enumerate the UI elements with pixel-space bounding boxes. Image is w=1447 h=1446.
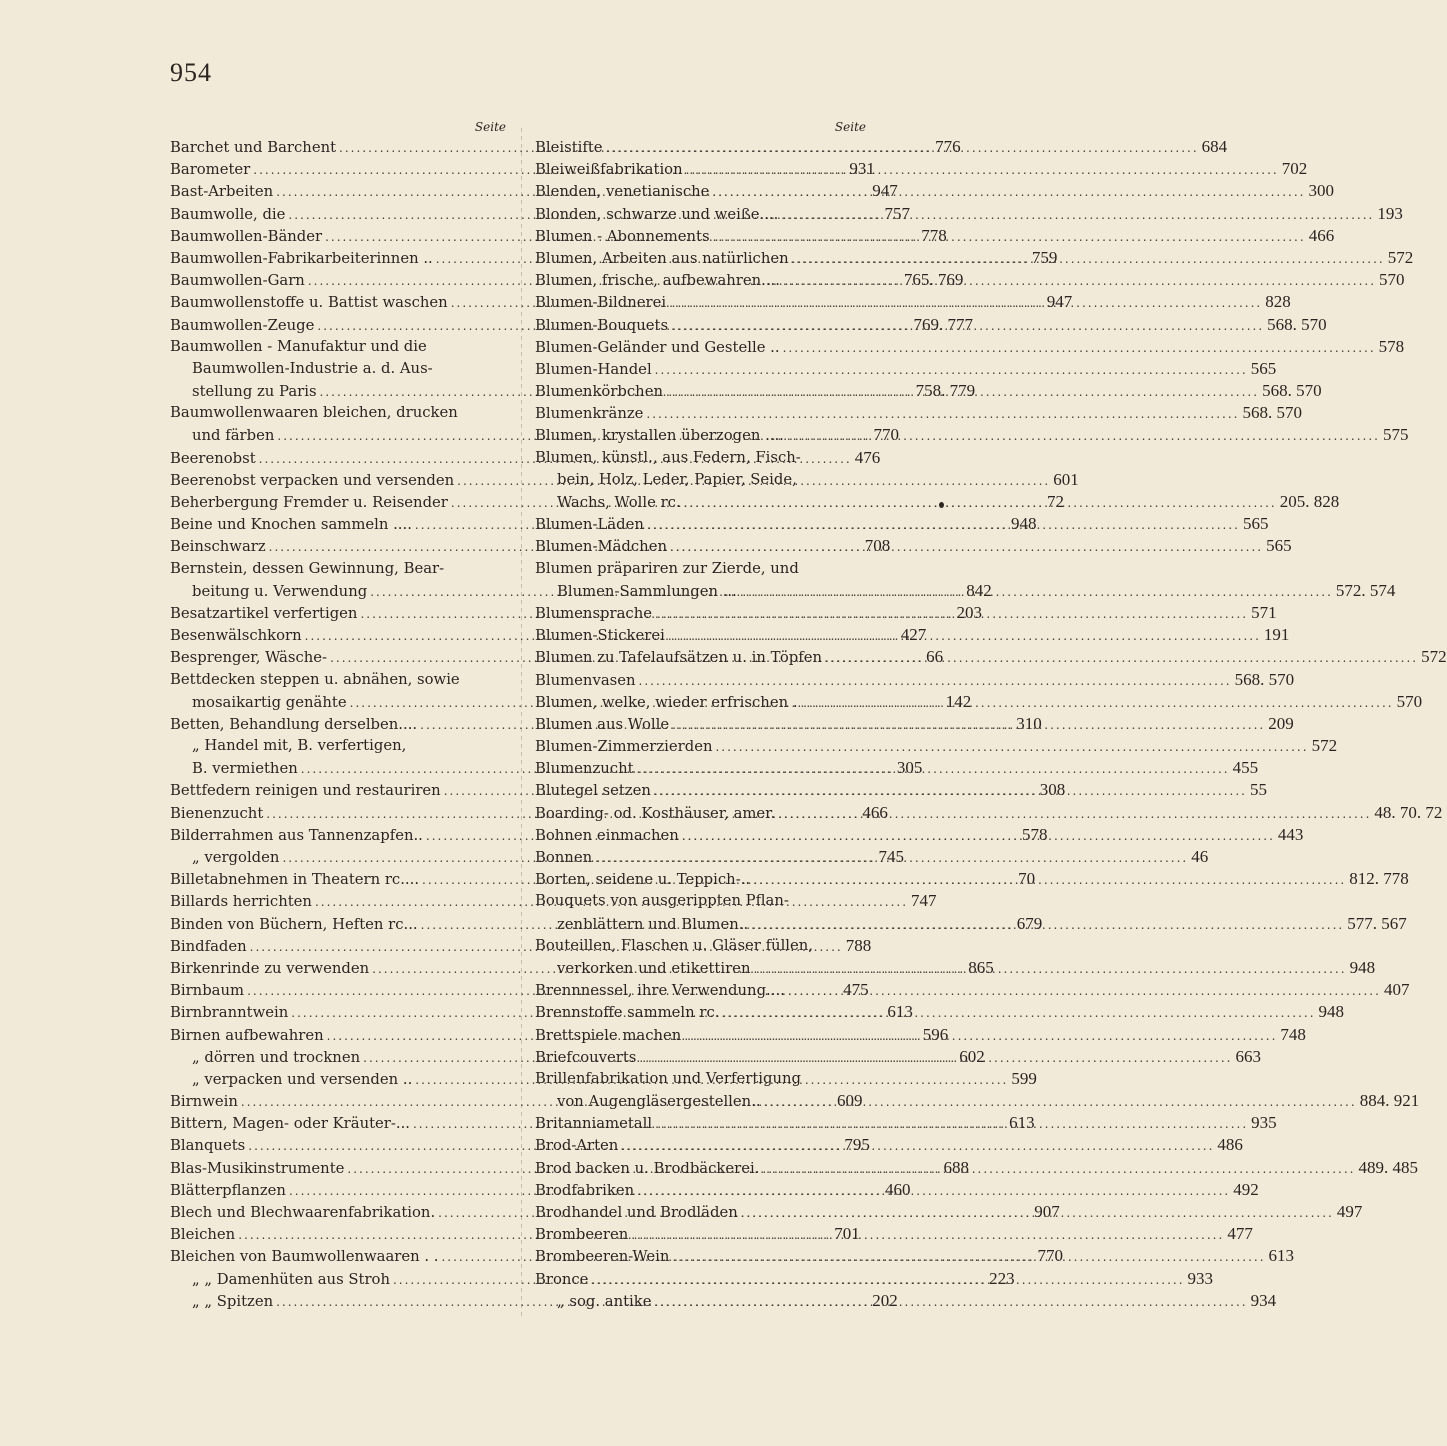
entry-term: Bilderrahmen aus Tannenzapfen.. [170, 826, 423, 844]
entry-term: Wachs, Wolle rc. [557, 494, 681, 511]
entry-page-number: 572 [1421, 647, 1447, 667]
index-entry [170, 669, 506, 691]
entry-term: Bohnen einmachen [535, 826, 679, 844]
entry-term: verkorken und etikettiren [557, 959, 751, 977]
entry-page-number: 443 [1277, 824, 1304, 844]
dot-leader [671, 315, 1264, 337]
entry-page-number: 497 [1336, 1202, 1363, 1221]
entry-page-number: 476 [854, 447, 881, 467]
entry-term: Blech und Blechwaarenfabrikation. [170, 1204, 436, 1221]
entry-term: Blumen zu Tafelaufsätzen u. in Töpfen [535, 649, 823, 667]
entry-term: bein, Holz, Leder, Papier, Seide, [557, 470, 797, 488]
entry-term: Blumen-Bildnerei [535, 294, 667, 312]
entry-page-number: 46 [1191, 847, 1209, 866]
index-entry [535, 469, 868, 491]
entry-page-number: 758. 779 [915, 381, 976, 401]
entry-page-number: 203 [956, 602, 983, 622]
entry-term: Baumwollen-Bänder [170, 227, 323, 245]
entry-term: Baumwollen-Garn [170, 272, 305, 290]
entry-page-number: 933 [1187, 1268, 1214, 1288]
dot-leader [762, 1158, 1355, 1180]
entry-term: Bleiweißfabrikation [535, 161, 683, 179]
dot-leader [783, 270, 1376, 292]
entry-term: Barchet und Barchent [170, 139, 337, 156]
dot-leader [606, 137, 1199, 159]
index-entry [535, 1068, 868, 1090]
entry-page-number: 865 [968, 957, 994, 977]
entry-page-number: 765. 769 [903, 270, 964, 290]
entry-term: Blätterpflanzen [170, 1181, 286, 1199]
entry-term: Baumwollen-Fabrikarbeiterinnen .. [170, 249, 433, 267]
left-column-header: Seite [474, 120, 506, 134]
entry-page-number: 577. 567 [1347, 913, 1407, 933]
entry-page-number: 575 [1382, 425, 1409, 445]
entry-term: Blumen-Handel [535, 360, 652, 378]
entry-term: Bindfaden [170, 937, 247, 955]
entry-page-number: 578 [1378, 336, 1405, 356]
entry-term: Baumwolle, die [170, 205, 286, 223]
entry-page-number: 788 [845, 935, 872, 955]
entry-page-number: 568. 570 [1267, 314, 1327, 334]
dot-leader [713, 226, 1306, 248]
index-entry [535, 735, 1338, 757]
dot-leader [646, 403, 1239, 425]
dot-leader [655, 603, 1248, 625]
entry-page-number: 948 [1010, 514, 1037, 534]
entry-page-number: 776 [935, 137, 961, 156]
entry-term: Brombeeren [535, 1226, 629, 1244]
index-entry [535, 979, 1410, 1001]
entry-term: Birnbaum [170, 982, 245, 1000]
entry-page-number: 795 [844, 1135, 870, 1155]
dot-leader [655, 1291, 1248, 1313]
entry-term: Blumen aus Wolle [535, 715, 670, 733]
dot-leader [647, 514, 1240, 536]
right-column-header: Seite [834, 120, 866, 134]
entry-page-number: 748 [1280, 1024, 1306, 1044]
entry-term: Borten, seidene u. Teppich-.. [535, 871, 751, 889]
index-entry [170, 358, 506, 380]
index-entry [170, 402, 506, 424]
entry-page-number: 907 [1034, 1202, 1060, 1221]
index-entry [170, 558, 506, 580]
entry-page-number: 475 [843, 980, 869, 1000]
entry-term: Blutegel setzen [535, 782, 651, 800]
entry-term: Bienenzucht [170, 804, 264, 822]
entry-page-number: 568. 570 [1234, 669, 1295, 689]
entry-term: stellung zu Paris [192, 383, 317, 401]
dot-leader [666, 381, 1259, 403]
entry-term: Boarding- od. Kosthäuser, amer. [535, 804, 776, 822]
entry-term: Blas-Musikinstrumente [170, 1159, 345, 1177]
entry-page-number: 578 [1021, 824, 1048, 844]
entry-term: Beine und Knochen sammeln .... [170, 516, 412, 534]
entry-page-number: 701 [834, 1224, 860, 1244]
entry-page-number: 66 [926, 647, 944, 667]
entry-page-number: 565 [1266, 536, 1292, 556]
entry-page-number: 205. 828 [1279, 492, 1340, 511]
entry-page-number: 407 [1383, 980, 1410, 1000]
entry-page-number: 565 [1250, 358, 1277, 378]
dot-leader [825, 647, 1418, 669]
index-entry [535, 1223, 1253, 1245]
entry-term: Betten, Behandlung derselben.... [170, 715, 418, 733]
entry-page-number: 72 [1046, 492, 1064, 511]
dot-leader [637, 758, 1230, 780]
entry-term: Blumen-Bouquets [535, 316, 669, 334]
dot-leader [684, 492, 1277, 514]
entry-term: „ verpacken und versenden .. [192, 1070, 413, 1088]
entry-page-number: 770 [873, 425, 899, 445]
entry-term: Blumen - Abonnements [535, 227, 710, 245]
index-entry [535, 935, 868, 957]
page-number: 954 [170, 58, 212, 87]
entry-term: Blumen-Zimmerzierden [535, 738, 713, 756]
entry-term: Brod backen u. Brodbäckerei. [535, 1159, 760, 1177]
entry-page-number: 684 [1201, 137, 1228, 156]
dot-leader [621, 1135, 1214, 1157]
entry-page-number: 609 [836, 1091, 863, 1111]
entry-term: Birnwein [170, 1093, 238, 1111]
entry-page-number: 466 [862, 802, 888, 822]
entry-page-number: 745 [878, 847, 905, 866]
entry-page-number: 565 [1242, 514, 1269, 534]
entry-term: „ Handel mit, B. verfertigen, [192, 737, 407, 755]
entry-term: Besatzartikel verfertigen [170, 604, 358, 622]
entry-term: beitung u. Verwendung [192, 582, 368, 600]
entry-term: Baumwollen-Zeuge [170, 316, 315, 334]
dot-leader [654, 780, 1247, 802]
dot-leader [715, 736, 1308, 758]
entry-term: „ „ Spitzen [192, 1292, 274, 1310]
entry-term: mosaikartig genähte [192, 693, 347, 711]
entry-term: Baumwollen-Industrie a. d. Aus- [192, 359, 433, 377]
entry-page-number: 142 [945, 691, 972, 711]
entry-term: Brodhandel und Brodläden [535, 1204, 738, 1221]
dot-leader [595, 847, 1188, 869]
dot-leader [591, 1269, 1184, 1291]
entry-term: Baumwollenwaaren bleichen, drucken [170, 404, 458, 422]
entry-term: Billards herrichten [170, 893, 312, 911]
entry-term: Bonnen [535, 849, 593, 866]
entry-page-number: 223 [989, 1268, 1015, 1288]
entry-page-number: 209 [1268, 713, 1294, 733]
entry-term: Bast-Arbeiten [170, 183, 274, 201]
entry-term: Brombeeren-Wein [535, 1248, 670, 1266]
dot-leader [712, 181, 1305, 203]
dot-leader [670, 536, 1263, 558]
entry-page-number: 202 [872, 1290, 898, 1310]
dot-leader [682, 825, 1275, 847]
entry-term: Blumen, Arbeiten aus natürlichen [535, 249, 789, 267]
index-entry [535, 669, 1295, 691]
entry-term: Beherbergung Fremder u. Reisender [170, 494, 448, 511]
dot-leader [781, 204, 1374, 226]
dot-leader [783, 337, 1376, 359]
entry-page-number: 570 [1379, 270, 1405, 290]
entry-term: Blumen-Stickerei [535, 627, 665, 645]
entry-page-number: 708 [864, 536, 891, 556]
entry-page-number: 460 [885, 1179, 911, 1199]
entry-term: Blumenkränze [535, 405, 644, 423]
dot-leader [764, 1091, 1357, 1113]
entry-term: Brillenfabrikation und Verfertigung [535, 1069, 801, 1087]
entry-term: Blumenkörbchen [535, 383, 663, 401]
dot-leader [631, 1224, 1224, 1246]
entry-page-number: 948 [1318, 1002, 1345, 1022]
entry-term: zenblättern und Blumen.. [557, 915, 749, 933]
entry-page-number: 757 [884, 203, 910, 223]
entry-page-number: 884. 921 [1359, 1091, 1420, 1111]
dot-leader [788, 980, 1381, 1002]
entry-page-number: 613 [1009, 1113, 1035, 1133]
entry-term: „ dörren und trocknen [192, 1048, 361, 1066]
dot-leader [668, 625, 1261, 647]
entry-term: Blonden, schwarze und weiße.... [535, 205, 779, 223]
entry-term: Beerenobst verpacken und versenden [170, 471, 455, 489]
entry-term: Bouquets von ausgerippten Pflan- [535, 892, 789, 910]
entry-term: Blumen-Läden [535, 516, 644, 534]
entry-term: Bleichen [170, 1226, 236, 1244]
entry-page-number: 300 [1308, 181, 1334, 201]
entry-page-number: 770 [1037, 1246, 1064, 1266]
entry-page-number: 947 [872, 181, 898, 201]
entry-term: Bettdecken steppen u. abnähen, sowie [170, 670, 460, 688]
entry-term: Blenden, venetianische [535, 183, 710, 201]
entry-page-number: 489. 485 [1358, 1157, 1418, 1177]
dot-leader [655, 359, 1248, 381]
entry-term: Blumen, frische, aufbewahren.... [535, 272, 780, 290]
dot-leader [801, 692, 1394, 714]
entry-page-number: 769. 777 [913, 314, 973, 334]
entry-term: Brodfabriken [535, 1181, 635, 1199]
entry-page-number: 305 [896, 758, 923, 778]
dot-leader [669, 292, 1262, 314]
entry-page-number: 193 [1377, 203, 1403, 223]
dot-leader [684, 1025, 1277, 1047]
entry-term: und färben [192, 427, 275, 445]
entry-page-number: 613 [887, 1002, 913, 1022]
entry-page-number: 759 [1031, 247, 1058, 267]
entry-page-number: 702 [1281, 159, 1308, 179]
entry-term: Brod-Arten [535, 1137, 619, 1155]
entry-page-number: 48. 70. 72 [1374, 802, 1443, 822]
entry-term: Bleistifte [535, 139, 603, 156]
entry-term: Blumen präpariren zur Zierde, und [535, 559, 799, 577]
entry-term: Blumen, künstl., aus Federn, Fisch- [535, 448, 801, 466]
entry-term: Blumen-Geländer und Gestelle .. [535, 338, 780, 356]
dot-leader [672, 1246, 1265, 1268]
entry-page-number: 948 [1349, 957, 1376, 977]
index-entry [535, 402, 1302, 424]
entry-term: Bouteillen, Flaschen u. Gläser füllen, [535, 936, 814, 954]
entry-term: Barometer [170, 161, 251, 179]
entry-term: Bettfedern reinigen und restauriren [170, 782, 441, 800]
dot-leader [639, 1047, 1232, 1069]
entry-term: „ „ Damenhüten aus Stroh [192, 1270, 390, 1288]
index-entry [535, 558, 868, 580]
entry-page-number: 812. 778 [1349, 869, 1409, 889]
entry-page-number: 571 [1251, 602, 1277, 622]
index-entry [535, 158, 1308, 180]
entry-page-number: 455 [1232, 758, 1259, 778]
entry-page-number: 663 [1235, 1046, 1261, 1066]
entry-page-number: 931 [849, 159, 875, 179]
entry-term: Bronce [535, 1270, 589, 1288]
index-entry [170, 336, 506, 358]
entry-page-number: 599 [1011, 1068, 1037, 1088]
entry-term: Brennnessel, ihre Verwendung.... [535, 982, 785, 1000]
entry-term: „ sog. antike [557, 1292, 652, 1310]
entry-term: Birkenrinde zu verwenden [170, 959, 370, 977]
dot-leader [778, 803, 1371, 825]
entry-term: Bleichen von Baumwollenwaaren . . [170, 1248, 439, 1266]
entry-term: Billetabnehmen in Theatern rc.... [170, 871, 420, 889]
entry-term: Baumwollen - Manufaktur und die [170, 337, 427, 355]
entry-term: Blumen, krystallen überzogen .... [535, 427, 784, 445]
entry-term: Birnen aufbewahren [170, 1026, 324, 1044]
dot-leader [740, 581, 1333, 603]
entry-page-number: 572 [1387, 247, 1414, 267]
entry-page-number: 842 [966, 580, 992, 600]
entry-term: Binden von Büchern, Heften rc... [170, 915, 418, 933]
entry-term: von Augengläsergestellen.. [557, 1093, 761, 1111]
entry-page-number: 477 [1227, 1224, 1253, 1244]
dot-leader [741, 1202, 1334, 1224]
index-entry [535, 336, 1405, 358]
index-entry [535, 1090, 1420, 1112]
index-entry [535, 447, 868, 469]
entry-page-number: 70 [1018, 869, 1036, 889]
entry-page-number: 778 [921, 225, 947, 245]
entry-page-number: 935 [1251, 1113, 1277, 1133]
index-entry [170, 735, 506, 757]
entry-term: Bernstein, dessen Gewinnung, Bear- [170, 559, 445, 577]
dot-leader [722, 1002, 1315, 1024]
entry-term: Blanquets [170, 1137, 246, 1155]
entry-page-number: 191 [1263, 625, 1290, 645]
entry-term: Blumen-Sammlungen ... [557, 582, 737, 600]
entry-term: Brennstoffe sammeln rc. [535, 1004, 720, 1022]
entry-page-number: 486 [1217, 1135, 1243, 1155]
entry-term: Beerenobst [170, 449, 256, 467]
entry-term: Beinschwarz [170, 538, 266, 556]
entry-page-number: 934 [1250, 1290, 1277, 1310]
entry-term: Bittern, Magen- oder Kräuter-... [170, 1115, 410, 1133]
index-entry [535, 358, 1277, 380]
entry-term: Birnbranntwein [170, 1004, 289, 1022]
dot-leader [751, 914, 1344, 936]
entry-term: Blumen-Mädchen [535, 538, 668, 556]
entry-page-number: 828 [1265, 292, 1291, 312]
entry-page-number: 688 [943, 1157, 969, 1177]
entry-page-number: 568. 570 [1262, 381, 1322, 401]
entry-page-number: 679 [1016, 913, 1043, 933]
entry-term: „ vergolden [192, 849, 280, 866]
entry-page-number: 568. 570 [1242, 403, 1302, 423]
entry-term: Besenwälschkorn [170, 627, 302, 645]
entry-term: Blumenvasen [535, 671, 636, 689]
entry-page-number: 427 [900, 625, 927, 645]
dot-leader [787, 425, 1380, 447]
dot-leader [753, 958, 1346, 980]
entry-page-number: 466 [1308, 225, 1335, 245]
entry-term: Besprenger, Wäsche- [170, 649, 328, 667]
entry-page-number: 601 [1053, 469, 1079, 489]
dot-leader [792, 248, 1385, 270]
dot-leader [655, 1113, 1248, 1135]
entry-page-number: 308 [1039, 780, 1066, 800]
index-entry [535, 890, 868, 912]
entry-page-number: 570 [1396, 691, 1423, 711]
index-entry [535, 1134, 1243, 1156]
dot-leader [686, 159, 1279, 181]
entry-term: B. vermiethen [192, 760, 298, 778]
entry-page-number: 602 [959, 1046, 985, 1066]
entry-page-number: 492 [1233, 1179, 1259, 1199]
entry-page-number: 55 [1249, 780, 1267, 800]
entry-page-number: 613 [1268, 1246, 1295, 1266]
dot-leader [672, 714, 1265, 736]
entry-page-number: 947 [1046, 292, 1073, 312]
dot-leader [753, 869, 1346, 891]
entry-term: Blumensprache [535, 604, 652, 622]
entry-page-number: 596 [922, 1024, 949, 1044]
entry-term: Briefcouverts [535, 1048, 637, 1066]
entry-term: Blumen, welke, wieder erfrischen . [535, 693, 798, 711]
entry-page-number: 572. 574 [1335, 580, 1396, 600]
entry-term: Brettspiele machen [535, 1026, 682, 1044]
entry-term: Britanniametall [535, 1115, 653, 1133]
entry-term: Baumwollenstoffe u. Battist waschen [170, 294, 448, 312]
entry-page-number: 310 [1016, 713, 1042, 733]
entry-page-number: 572 [1311, 736, 1338, 756]
dot-leader [639, 670, 1232, 692]
entry-term: Blumenzucht [535, 760, 634, 778]
dot-leader [637, 1180, 1230, 1202]
entry-page-number: 747 [911, 891, 937, 911]
